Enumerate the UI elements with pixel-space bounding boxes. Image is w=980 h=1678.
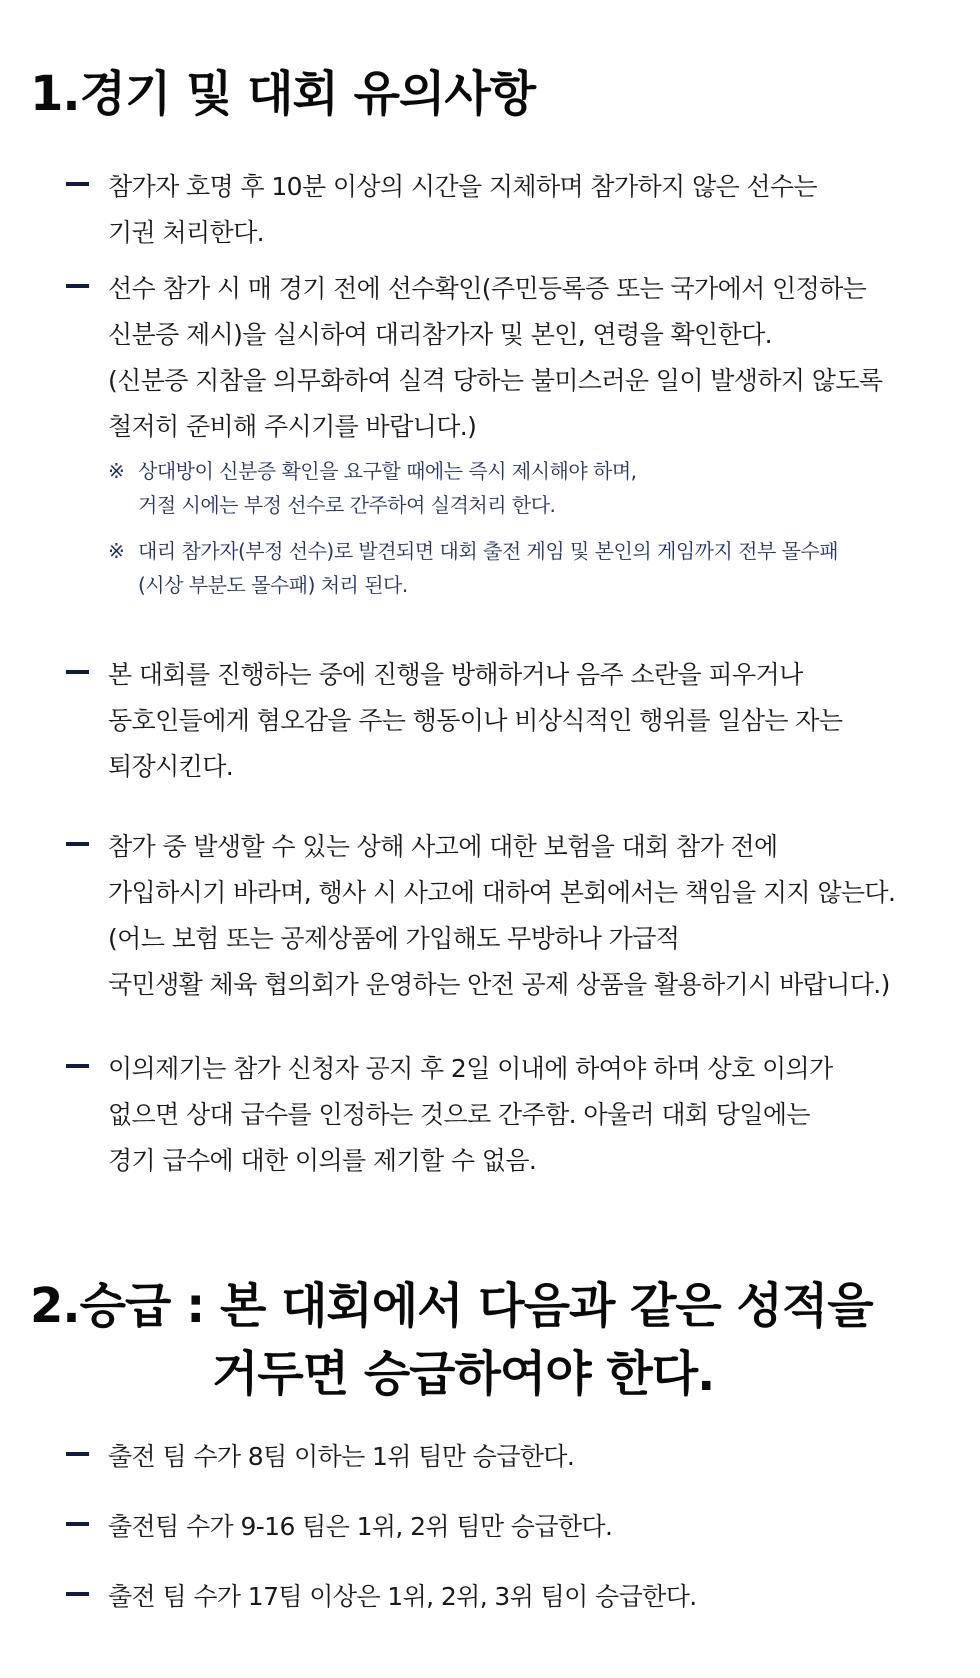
rule-text <box>108 1504 966 1550</box>
rule-text <box>108 266 966 450</box>
rule-item-disruption <box>66 652 966 790</box>
rule-line: 철저히 준비해 주시기를 바랍니다.) <box>108 412 477 441</box>
rule-line: 국민생활 체육 협의회가 운영하는 안전 공제 상품을 활용하기시 바랍니다.) <box>108 970 890 999</box>
note-line: 거절 시에는 부정 선수로 간주하여 실격처리 한다. <box>138 493 556 517</box>
rule-line: 선수 참가 시 매 경기 전에 선수확인(주민등록증 또는 국가에서 인정하는 <box>108 274 867 303</box>
promotion-rule-8-teams <box>66 1434 966 1480</box>
rule-line: 동호인들에게 혐오감을 주는 행동이나 비상식적인 행위를 일삼는 자는 <box>108 706 843 735</box>
rule-text <box>108 652 966 790</box>
dash-icon <box>66 1452 89 1456</box>
rule-line: 출전팀 수가 9-16 팀은 1위, 2위 팀만 승급한다. <box>108 1512 613 1541</box>
rule-item-objection <box>66 1046 966 1184</box>
rule-line: 이의제기는 참가 신청자 공지 후 2일 이내에 하여야 하며 상호 이의가 <box>108 1054 833 1083</box>
rule-line: 참가 중 발생할 수 있는 상해 사고에 대한 보험을 대회 참가 전에 <box>108 832 778 861</box>
promotion-rule-9-16-teams <box>66 1504 966 1550</box>
rule-line: (신분증 지참을 의무화하여 실격 당하는 불미스러운 일이 발생하지 않도록 <box>108 366 883 395</box>
rule-line: 신분증 제시)을 실시하여 대리참가자 및 본인, 연령을 확인한다. <box>108 320 773 349</box>
rule-line: 경기 급수에 대한 이의를 제기할 수 없음. <box>108 1146 537 1175</box>
note-line: 대리 참가자(부정 선수)로 발견되면 대회 출전 게임 및 본인의 게임까지 전부 몰수패 <box>138 539 839 563</box>
rule-text <box>108 164 966 256</box>
dash-icon <box>66 182 89 186</box>
promotion-rule-17-teams <box>66 1574 966 1620</box>
rule-line: 퇴장시킨다. <box>108 752 234 781</box>
section-2-title-line: 거두면 승급하여야 한다. <box>212 1346 715 1402</box>
rule-item-id-check <box>66 266 966 602</box>
dash-icon <box>66 1522 89 1526</box>
reference-mark-icon: ※ <box>108 459 125 483</box>
rule-line: 가입하시기 바라며, 행사 시 사고에 대하여 본회에서는 책임을 지지 않는다. <box>108 878 896 907</box>
rule-line: 출전 팀 수가 8팀 이하는 1위 팀만 승급한다. <box>108 1442 575 1471</box>
dash-icon <box>66 1592 89 1596</box>
rule-line: 참가자 호명 후 10분 이상의 시간을 지체하며 참가하지 않은 선수는 <box>108 172 818 201</box>
rule-text <box>108 1574 966 1620</box>
rule-line: 본 대회를 진행하는 중에 진행을 방해하거나 음주 소란을 피우거나 <box>108 660 803 689</box>
section-1-title: 1.경기 및 대회 유의사항 <box>30 66 536 122</box>
note-proxy-player <box>108 534 966 602</box>
rule-text <box>108 1434 966 1480</box>
section-2-title-line: 2.승급 : 본 대회에서 다음과 같은 성적을 <box>30 1278 873 1334</box>
dash-icon <box>66 1064 89 1068</box>
rule-line: 기권 처리한다. <box>108 218 264 247</box>
rule-item-forfeit <box>66 164 966 256</box>
dash-icon <box>66 842 89 846</box>
rule-line: 없으면 상대 급수를 인정하는 것으로 간주함. 아울러 대회 당일에는 <box>108 1100 810 1129</box>
dash-icon <box>66 670 89 674</box>
note-line: 상대방이 신분증 확인을 요구할 때에는 즉시 제시해야 하며, <box>138 459 637 483</box>
rule-text <box>108 1046 966 1184</box>
note-line: (시상 부분도 몰수패) 처리 된다. <box>138 573 408 597</box>
rule-line: (어느 보험 또는 공제상품에 가입해도 무방하나 가급적 <box>108 924 680 953</box>
rule-text <box>108 824 966 1008</box>
rule-line: 출전 팀 수가 17팀 이상은 1위, 2위, 3위 팀이 승급한다. <box>108 1582 697 1611</box>
reference-mark-icon: ※ <box>108 539 125 563</box>
rule-item-insurance <box>66 824 966 1008</box>
section-2-title <box>30 1272 873 1408</box>
note-id-request <box>108 454 966 522</box>
dash-icon <box>66 284 89 288</box>
